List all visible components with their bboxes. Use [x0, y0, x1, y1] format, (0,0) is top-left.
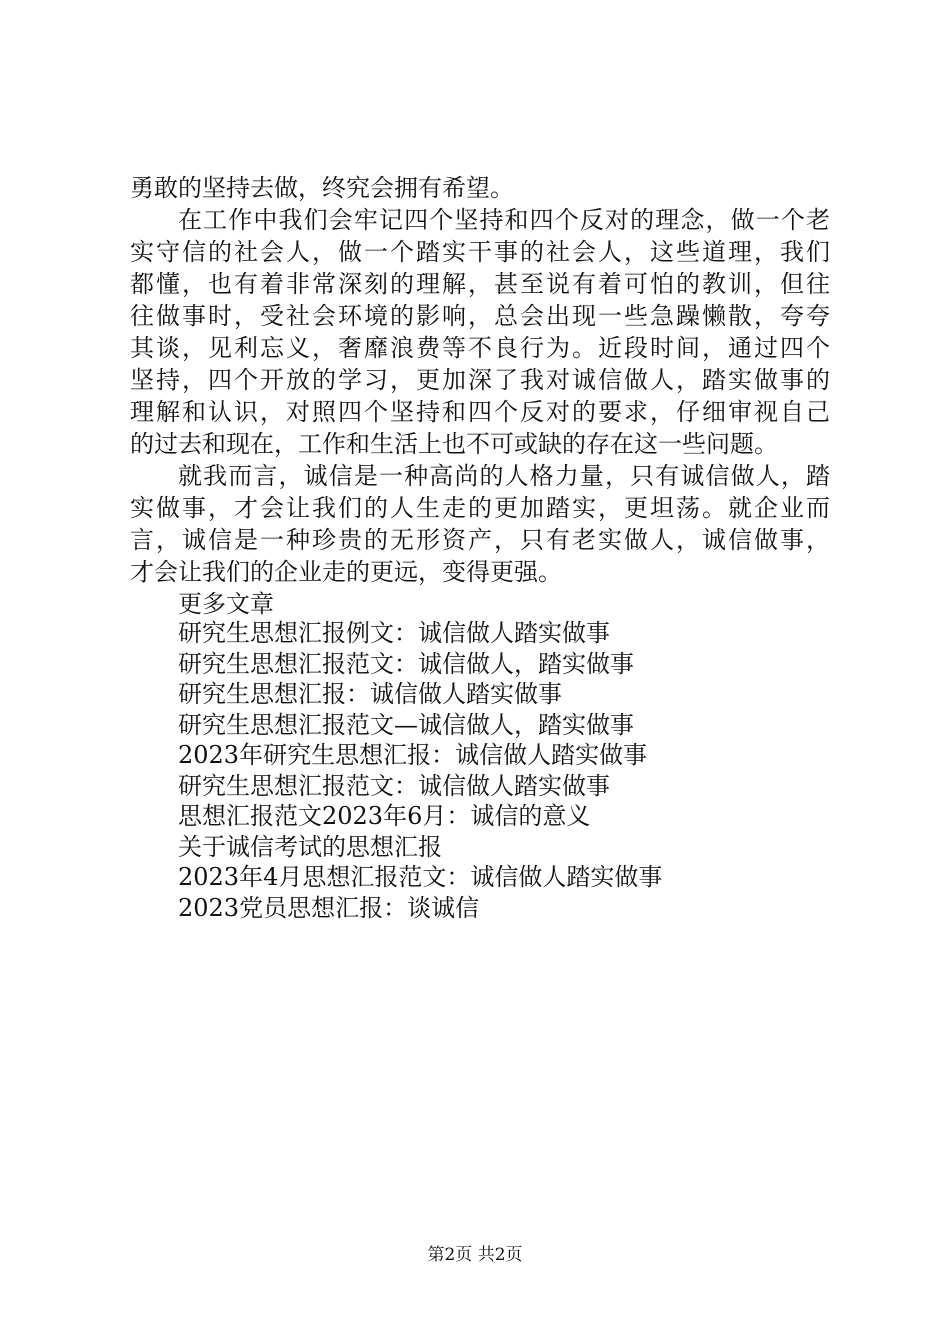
page-footer: 第2页 共2页	[427, 1245, 523, 1265]
more-article-link[interactable]: 研究生思想汇报例文：诚信做人踏实做事	[178, 619, 610, 647]
paragraph-line: 的过去和现在，工作和生活上也不可或缺的存在这一些问题。	[130, 430, 778, 458]
more-article-link[interactable]: 研究生思想汇报范文—诚信做人，踏实做事	[178, 710, 634, 739]
paragraph-line: 就我而言，诚信是一种高尚的人格力量，只有诚信做人，踏	[178, 462, 830, 490]
document-body	[130, 172, 830, 923]
paragraph-3	[130, 460, 830, 588]
more-article-link[interactable]: 思想汇报范文2023年6月：诚信的意义	[178, 802, 591, 830]
more-article-link[interactable]: 2023年研究生思想汇报：诚信做人踏实做事	[178, 741, 648, 769]
paragraph-line: 都懂，也有着非常深刻的理解，甚至说有着可怕的教训，但往	[130, 270, 830, 298]
more-article-link[interactable]: 2023党员思想汇报：谈诚信	[178, 893, 480, 922]
paragraph-line: 在工作中我们会牢记四个坚持和四个反对的理念，做一个老	[178, 206, 830, 234]
more-articles-heading: 更多文章	[178, 590, 274, 618]
paragraph-line: 坚持，四个开放的学习，更加深了我对诚信做人，踏实做事的	[130, 366, 830, 394]
paragraph-line: 其谈，见利忘义，奢靡浪费等不良行为。近段时间，通过四个	[130, 334, 830, 362]
more-article-link[interactable]: 2023年4月思想汇报范文：诚信做人踏实做事	[178, 863, 663, 891]
more-article-link[interactable]: 研究生思想汇报范文：诚信做人踏实做事	[178, 771, 610, 800]
paragraph-line: 言，诚信是一种珍贵的无形资产，只有老实做人，诚信做事，	[130, 526, 830, 554]
more-article-link[interactable]: 关于诚信考试的思想汇报	[178, 832, 442, 861]
paragraph-line: 往做事时，受社会环境的影响，总会出现一些急躁懒散，夸夸	[130, 302, 830, 330]
paragraph-1	[130, 172, 830, 204]
paragraph-2	[130, 204, 830, 460]
more-article-link[interactable]: 研究生思想汇报范文：诚信做人，踏实做事	[178, 649, 634, 678]
paragraph-line: 实守信的社会人，做一个踏实干事的社会人，这些道理，我们	[130, 238, 830, 266]
paragraph-line: 实做事，才会让我们的人生走的更加踏实，更坦荡。就企业而	[130, 494, 830, 522]
more-articles-list	[130, 618, 830, 923]
paragraph-line: 理解和认识，对照四个坚持和四个反对的要求，仔细审视自己	[130, 398, 830, 426]
paragraph-line: 勇敢的坚持去做，终究会拥有希望。	[130, 174, 514, 202]
paragraph-line: 才会让我们的企业走的更远，变得更强。	[130, 558, 562, 586]
more-article-link[interactable]: 研究生思想汇报：诚信做人踏实做事	[178, 680, 562, 708]
